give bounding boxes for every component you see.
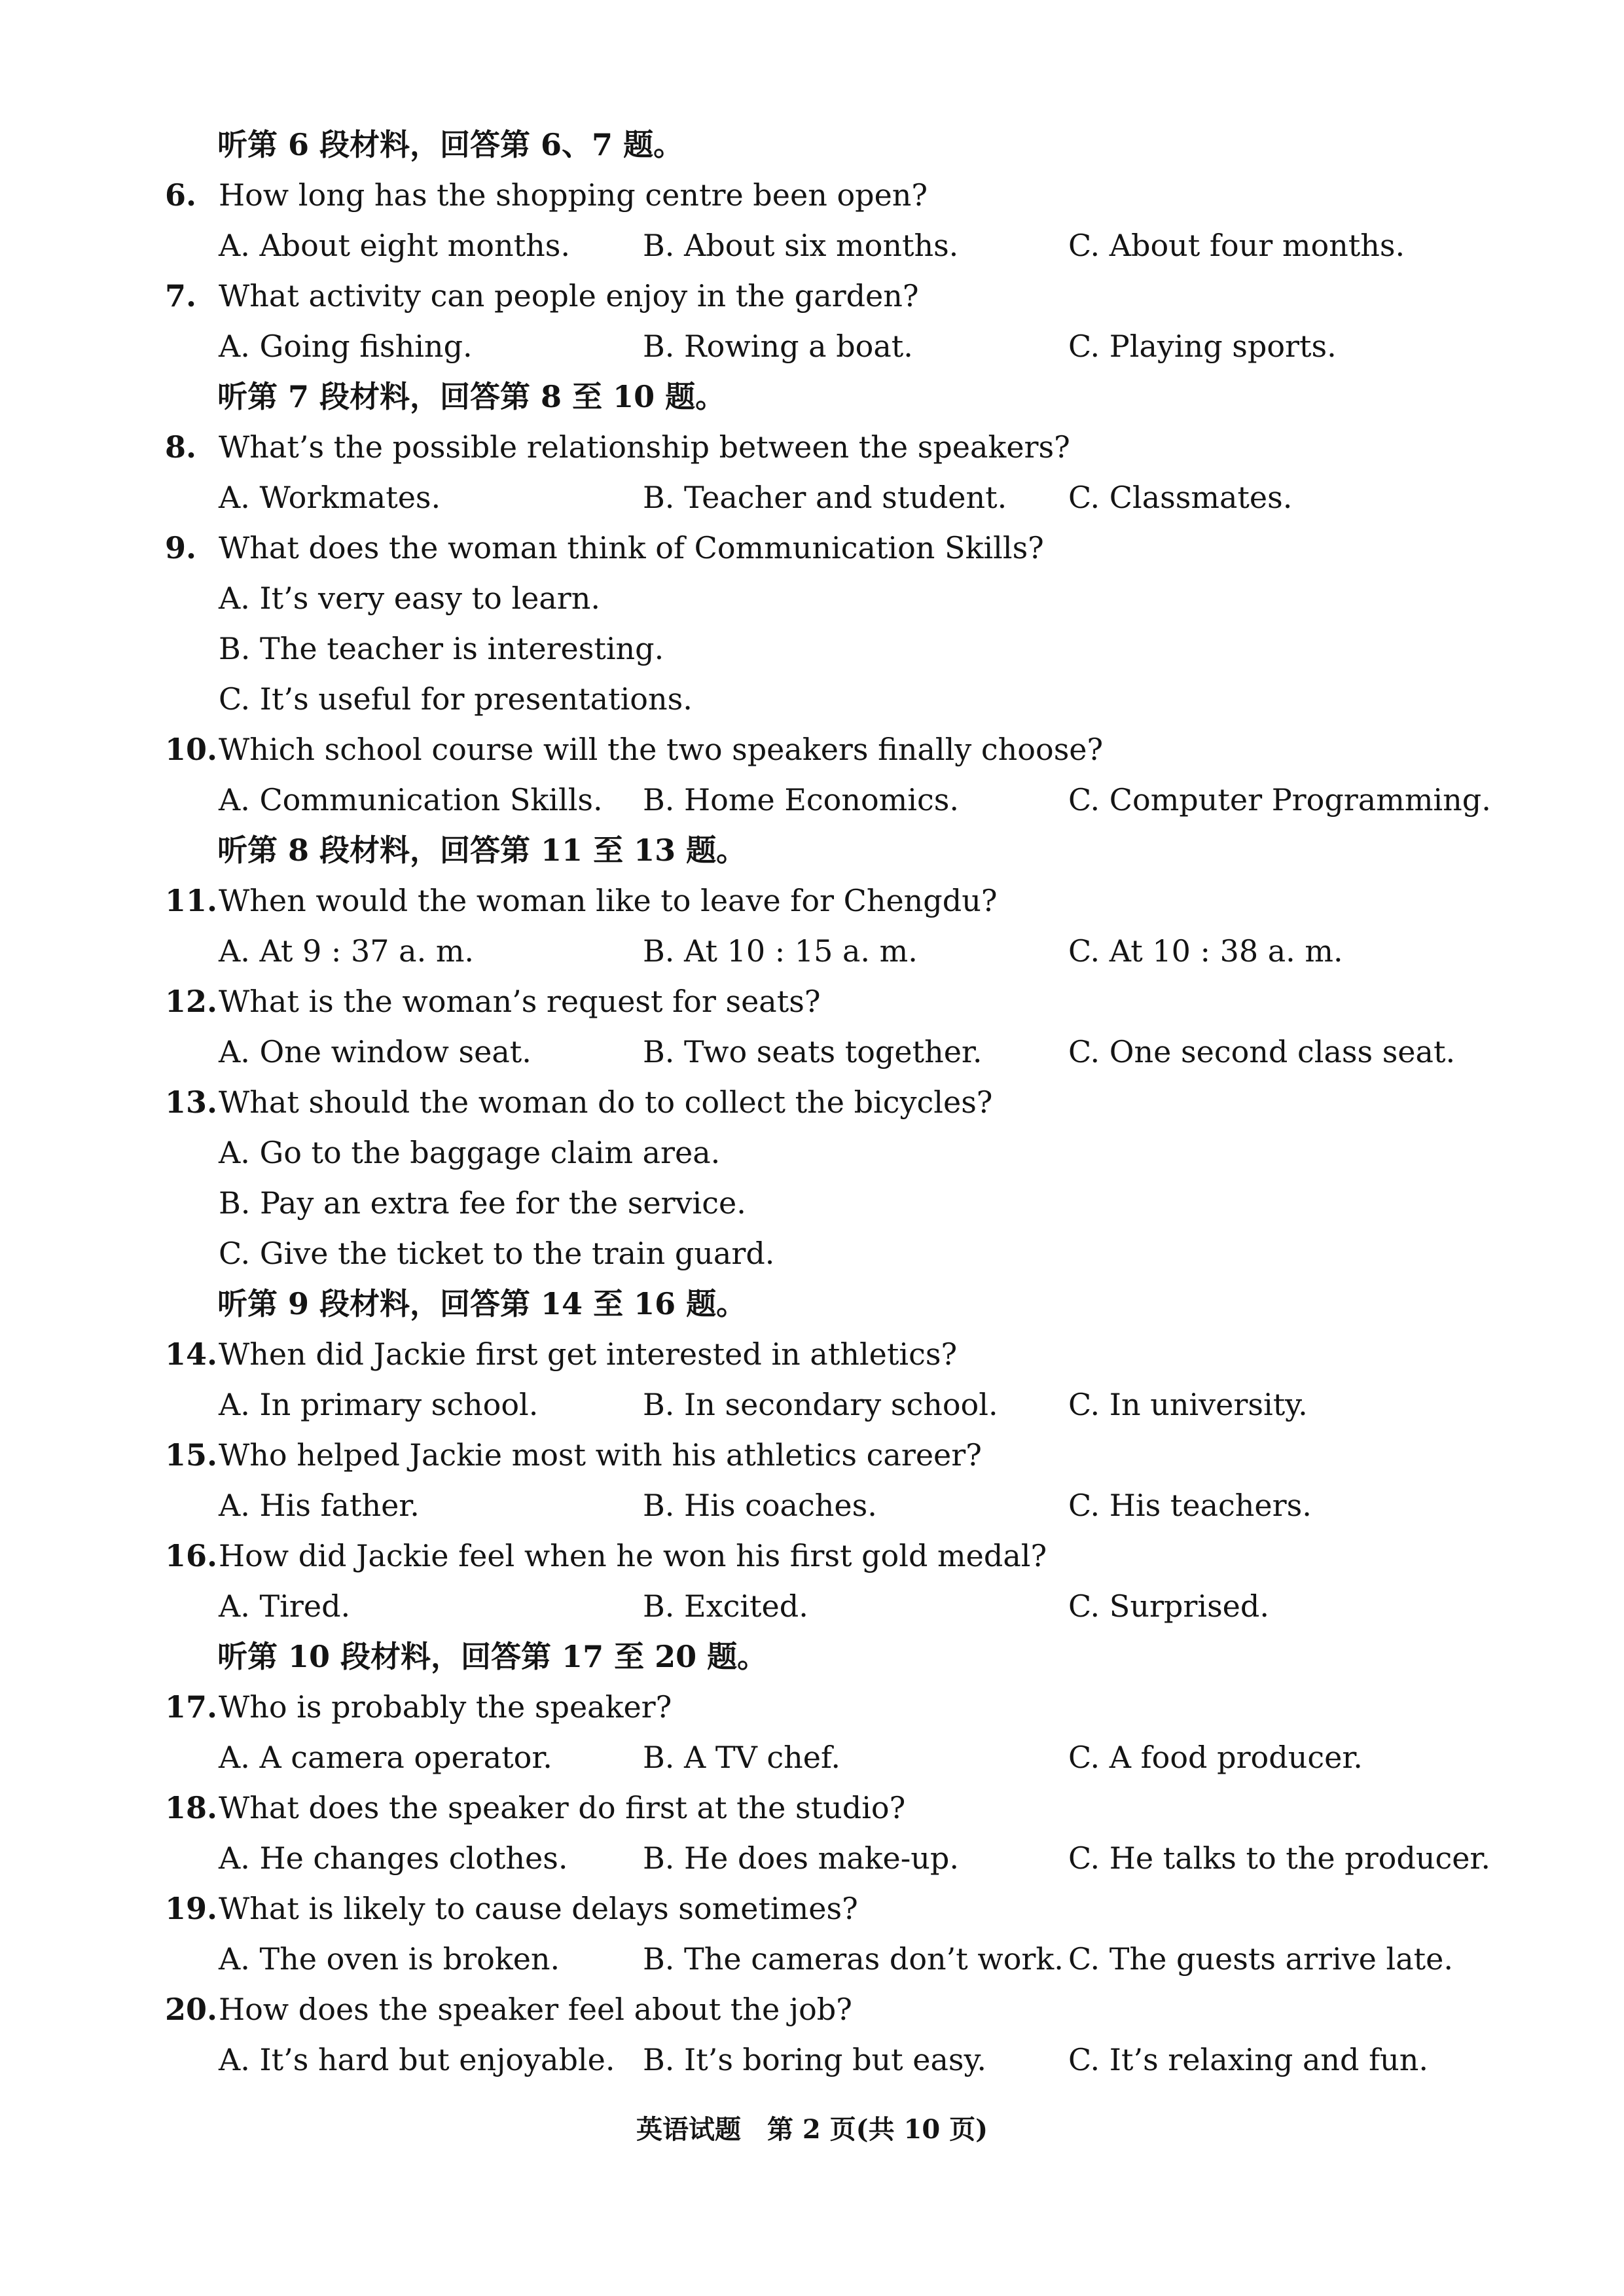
- question-text: What does the speaker do first at the studio?: [219, 1790, 906, 1825]
- question-text: What activity can people enjoy in the garden?: [219, 278, 919, 314]
- options-18: [0, 1833, 1624, 1884]
- option-b: B. It’s boring but easy.: [643, 2042, 987, 2077]
- question-number: 10.: [165, 732, 218, 767]
- option-13c: [0, 1228, 1624, 1279]
- question-17: [0, 1681, 1624, 1732]
- question-19: [0, 1883, 1624, 1934]
- option-a: A. His father.: [219, 1488, 420, 1523]
- option-b: B. At 10 : 15 a. m.: [643, 933, 918, 969]
- option-c: C. The guests arrive late.: [1068, 1941, 1453, 1977]
- option-a: A. He changes clothes.: [219, 1840, 568, 1876]
- options-16: [0, 1581, 1624, 1632]
- option-b: B. The teacher is interesting.: [219, 631, 664, 666]
- question-number: 18.: [165, 1790, 218, 1825]
- question-number: 11.: [165, 883, 218, 918]
- option-9c: [0, 673, 1624, 725]
- options-15: [0, 1480, 1624, 1531]
- option-b: B. Rowing a boat.: [643, 329, 913, 364]
- question-text: How does the speaker feel about the job?: [219, 1992, 852, 2027]
- option-a: A. At 9 : 37 a. m.: [219, 933, 475, 969]
- page-footer: 英语试题 第 2 页(共 10 页): [636, 2114, 988, 2145]
- option-b: B. Home Economics.: [643, 782, 959, 817]
- option-13b: [0, 1177, 1624, 1229]
- options-19: [0, 1933, 1624, 1984]
- option-c: C. His teachers.: [1068, 1488, 1312, 1523]
- question-text: Who helped Jackie most with his athletics career?: [219, 1437, 982, 1473]
- question-9: [0, 522, 1624, 573]
- option-a: A. A camera operator.: [219, 1740, 552, 1775]
- option-b: B. Teacher and student.: [643, 480, 1007, 515]
- option-b: B. Excited.: [643, 1588, 808, 1624]
- question-13: [0, 1077, 1624, 1128]
- question-text: When did Jackie first get interested in athletics?: [219, 1336, 958, 1372]
- option-13a: [0, 1127, 1624, 1178]
- question-text: What is the woman’s request for seats?: [219, 984, 821, 1019]
- question-7: [0, 270, 1624, 321]
- option-a: A. Go to the baggage claim area.: [219, 1135, 721, 1170]
- options-7: [0, 321, 1624, 372]
- question-number: 7.: [165, 278, 197, 314]
- options-10: [0, 774, 1624, 825]
- question-18: [0, 1782, 1624, 1833]
- question-number: 17.: [165, 1689, 218, 1725]
- option-c: C. Computer Programming.: [1068, 782, 1491, 817]
- question-number: 13.: [165, 1085, 218, 1120]
- question-text: When would the woman like to leave for Chengdu?: [219, 883, 998, 918]
- section-heading-10: 听第 10 段材料，回答第 17 至 20 题。: [217, 1639, 768, 1674]
- option-b: B. Two seats together.: [643, 1034, 983, 1069]
- option-c: C. A food producer.: [1068, 1740, 1363, 1775]
- option-c: C. Surprised.: [1068, 1588, 1269, 1624]
- option-c: C. It’s useful for presentations.: [219, 681, 693, 717]
- options-20: [0, 2034, 1624, 2085]
- option-c: C. In university.: [1068, 1387, 1308, 1422]
- question-10: [0, 724, 1624, 775]
- option-a: A. Going fishing.: [219, 329, 473, 364]
- option-9b: [0, 623, 1624, 674]
- section-heading-9: 听第 9 段材料，回答第 14 至 16 题。: [217, 1286, 747, 1321]
- question-15: [0, 1429, 1624, 1480]
- question-14: [0, 1329, 1624, 1380]
- question-text: What does the woman think of Communication Skills?: [219, 530, 1044, 565]
- option-b: B. A TV chef.: [643, 1740, 841, 1775]
- options-17: [0, 1732, 1624, 1783]
- question-16: [0, 1530, 1624, 1581]
- question-text: Which school course will the two speakers finally choose?: [219, 732, 1104, 767]
- option-c: C. Give the ticket to the train guard.: [219, 1236, 775, 1271]
- question-text: What’s the possible relationship between the speakers?: [219, 429, 1070, 465]
- option-a: A. The oven is broken.: [219, 1941, 560, 1977]
- section-heading-8: 听第 8 段材料，回答第 11 至 13 题。: [217, 833, 747, 868]
- options-8: [0, 472, 1624, 523]
- option-b: B. His coaches.: [643, 1488, 877, 1523]
- question-12: [0, 976, 1624, 1027]
- option-c: C. He talks to the producer.: [1068, 1840, 1490, 1876]
- question-text: What should the woman do to collect the bicycles?: [219, 1085, 993, 1120]
- question-text: How did Jackie feel when he won his first gold medal?: [219, 1538, 1047, 1573]
- question-8: [0, 422, 1624, 473]
- question-text: Who is probably the speaker?: [219, 1689, 672, 1725]
- option-a: A. Workmates.: [219, 480, 441, 515]
- option-a: A. About eight months.: [219, 228, 570, 263]
- section-heading-7: 听第 7 段材料，回答第 8 至 10 题。: [217, 379, 726, 414]
- question-number: 14.: [165, 1336, 218, 1372]
- option-c: C. It’s relaxing and fun.: [1068, 2042, 1429, 2077]
- options-6: [0, 220, 1624, 271]
- option-b: B. About six months.: [643, 228, 959, 263]
- question-text: How long has the shopping centre been open?: [219, 177, 928, 213]
- question-number: 15.: [165, 1437, 218, 1473]
- question-number: 12.: [165, 984, 218, 1019]
- option-a: A. Tired.: [219, 1588, 351, 1624]
- options-12: [0, 1026, 1624, 1077]
- question-text: What is likely to cause delays sometimes?: [219, 1891, 858, 1926]
- option-a: A. It’s very easy to learn.: [219, 581, 601, 616]
- option-c: C. At 10 : 38 a. m.: [1068, 933, 1343, 969]
- option-c: C. Playing sports.: [1068, 329, 1337, 364]
- option-9a: [0, 573, 1624, 624]
- question-number: 8.: [165, 429, 197, 465]
- question-number: 9.: [165, 530, 197, 565]
- option-c: C. About four months.: [1068, 228, 1405, 263]
- options-14: [0, 1379, 1624, 1430]
- option-a: A. It’s hard but enjoyable.: [219, 2042, 615, 2077]
- option-b: B. In secondary school.: [643, 1387, 998, 1422]
- option-a: A. One window seat.: [219, 1034, 532, 1069]
- option-c: C. Classmates.: [1068, 480, 1293, 515]
- option-a: A. In primary school.: [219, 1387, 539, 1422]
- option-a: A. Communication Skills.: [219, 782, 603, 817]
- question-number: 6.: [165, 177, 197, 213]
- question-number: 19.: [165, 1891, 218, 1926]
- option-b: B. The cameras don’t work.: [643, 1941, 1064, 1977]
- option-b: B. He does make-up.: [643, 1840, 959, 1876]
- section-heading-6: 听第 6 段材料，回答第 6、7 题。: [217, 127, 684, 162]
- question-11: [0, 875, 1624, 926]
- question-number: 20.: [165, 1992, 218, 2027]
- option-c: C. One second class seat.: [1068, 1034, 1456, 1069]
- question-20: [0, 1984, 1624, 2035]
- options-11: [0, 925, 1624, 977]
- question-6: [0, 170, 1624, 221]
- question-number: 16.: [165, 1538, 218, 1573]
- option-b: B. Pay an extra fee for the service.: [219, 1185, 746, 1221]
